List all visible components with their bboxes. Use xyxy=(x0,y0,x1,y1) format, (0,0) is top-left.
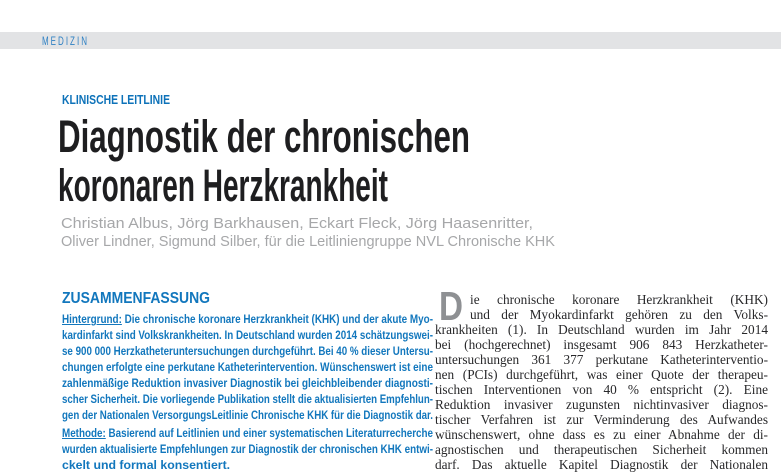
section-label: MEDIZIN xyxy=(42,33,89,48)
abstract-heading xyxy=(62,290,433,308)
authors-line-1: Christian Albus, Jörg Barkhausen, Eckart Fleck, Jörg Haasenritter, xyxy=(61,216,533,232)
abstract-line: wurden aktualisierte Empfehlungen zur Diagnostik der chronischen KHK entwi- xyxy=(62,442,433,456)
abstract-box xyxy=(62,290,433,473)
body-line: tischen Interventionen von 40 % entspricht (2). Eine xyxy=(435,382,768,397)
abstract-line: kardinfarkt sind Volkskrankheiten. In Deutschland wurden 2014 schätzungswei- xyxy=(62,328,433,342)
article-body-column xyxy=(435,283,768,472)
body-line: Reduktion invasiver zugunsten nichtinvasiver diagnos- xyxy=(435,397,768,412)
abstract-line xyxy=(62,312,433,326)
title-line-1: Diagnostik der chronischen xyxy=(58,111,471,162)
abstract-line xyxy=(62,426,433,440)
abstract-body xyxy=(62,312,433,473)
authors-block xyxy=(61,215,554,251)
dropcap-letter: D xyxy=(439,283,463,329)
methode-label: Methode: xyxy=(62,426,106,440)
body-line: untersuchungen 361 377 perkutane Katheterinterventio- xyxy=(435,352,768,367)
abstract-line: gen der Nationalen VersorgungsLeitlinie Chronische KHK für die Diagnostik dar. xyxy=(62,408,433,422)
kicker-text: KLINISCHE LEITLINIE xyxy=(62,92,170,107)
body-line: tischer Verfahren ist zur Verminderung des Aufwandes xyxy=(435,412,768,427)
body-line: wünschenswert, ohne dass es zu einer Abnahme der di- xyxy=(435,427,768,442)
article-kicker xyxy=(62,93,197,107)
authors-line-2: Oliver Lindner, Sigmund Silber, für die Leitliniengruppe NVL Chronische KHK xyxy=(61,234,555,250)
abstract-line: zahlenmäßige Reduktion invasiver Diagnostik bei gleichbleibender diagnosti- xyxy=(62,376,433,390)
body-line: darf. Das aktuelle Kapitel Diagnostik der Nationalen xyxy=(435,457,768,472)
title-line-2: koronaren Herzkrankheit xyxy=(58,160,388,211)
article-title xyxy=(58,112,651,210)
body-line: ie chronische koronare Herzkrankheit (KHK) xyxy=(470,292,768,307)
hintergrund-line1-rest: Die chronische koronare Herzkrankheit (KHK) und der akute Myo- xyxy=(121,312,433,326)
abstract-heading-text: ZUSAMMENFASSUNG xyxy=(62,290,210,307)
body-line: nen (PCIs) durchgeführt, was einer Quote der therapeu- xyxy=(435,367,768,382)
abstract-line: chungen erfolgte eine perkutane Katheterintervention. Wünschenswert ist eine xyxy=(62,360,433,374)
body-line: bei (hochgerechnet) insgesamt 906 843 Herzkatheter- xyxy=(435,337,768,352)
methode-line1-rest: Basierend auf Leitlinien und einer systematischen Literaturrecherche xyxy=(105,426,433,440)
section-band xyxy=(0,32,781,49)
abstract-line: se 900 000 Herzkatheteruntersuchungen durchgeführt. Bei 40 % dieser Untersu- xyxy=(62,344,433,358)
body-line: krankheiten (1). In Deutschland wurden im Jahr 2014 xyxy=(435,322,768,337)
abstract-line: ckelt und formal konsentiert. xyxy=(62,458,231,472)
abstract-line: scher Sicherheit. Die vorliegende Publikation stellt die aktualisierten Empfehlun- xyxy=(62,392,433,406)
body-line: und der Myokardinfarkt gehören zu den Volks- xyxy=(470,307,768,322)
body-line: agnostischen und therapeutischen Sicherheit kommen xyxy=(435,442,768,457)
hintergrund-label: Hintergrund: xyxy=(62,312,122,326)
